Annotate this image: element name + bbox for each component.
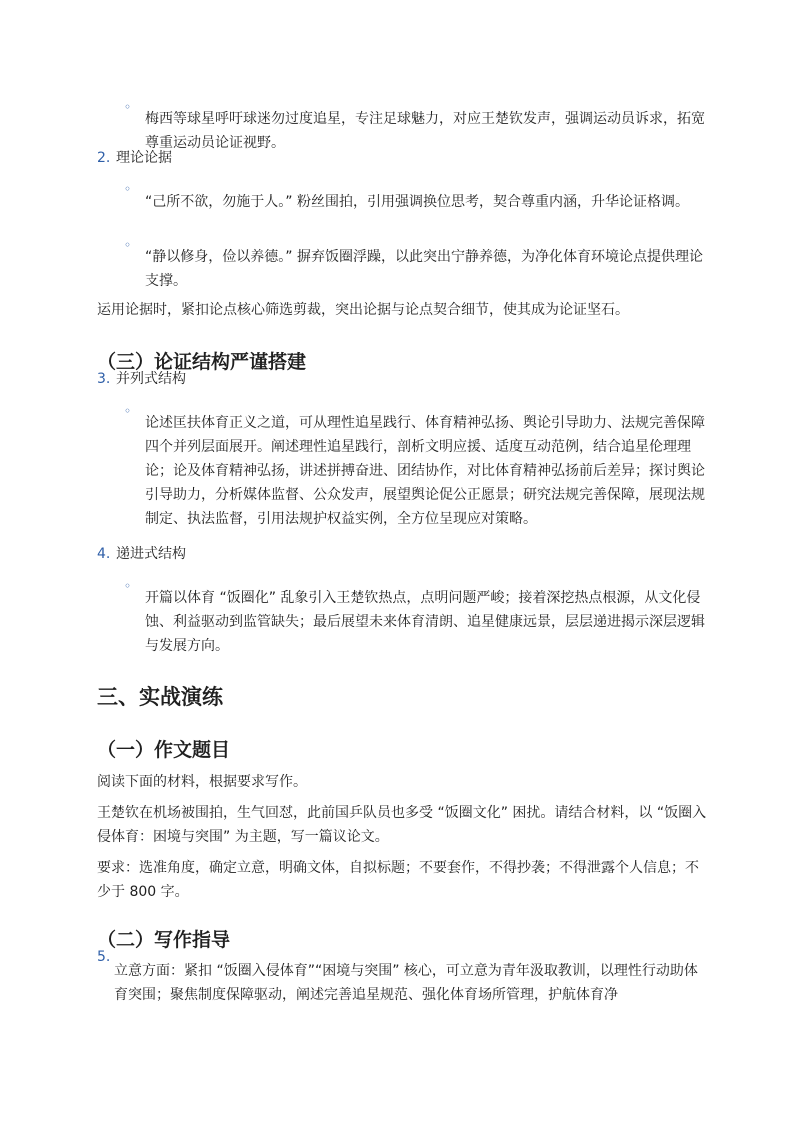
bullet-text: 开篇以体育 “饭圈化” 乱象引入王楚钦热点，点明问题严峻；接着深挖热点根源，从文化侵蚀、利益驱动到监管缺失；最后展望未来体育清朗、追星健康远景，层层递进揭示深层逻辑与发展方向。 bbox=[145, 590, 705, 654]
list-label: 递进式结构 bbox=[116, 546, 186, 562]
list-label: 并列式结构 bbox=[116, 371, 186, 387]
list-label: 理论论据 bbox=[116, 150, 172, 166]
bullet-text: 梅西等球星呼吁球迷勿过度追星，专注足球魅力，对应王楚钦发声，强调运动员诉求，拓宽尊重运动员论证视野。 bbox=[145, 111, 705, 151]
paragraph: 阅读下面的材料，根据要求写作。 bbox=[97, 774, 307, 790]
bullet-marker: ◦ bbox=[124, 238, 132, 252]
bullet-marker: ◦ bbox=[124, 182, 132, 196]
list-number: 2. bbox=[97, 150, 111, 166]
chapter-heading: 三、实战演练 bbox=[97, 685, 223, 710]
bullet-text: 论述匡扶体育正义之道，可从理性追星践行、体育精神弘扬、舆论引导助力、法规完善保障四个并列层面展开。阐述理性追星践行，剖析文明应援、适度互动范例，结合追星伦理理论；论及体育精神弘扬，讲述拼搏奋进、团结协作，对比体育精神弘扬前后差异；探讨舆论引导助力，分析媒体监督、公众发声，展望舆论促公正愿景；研究法规完善保障，展现法规制定、执法监督，引用法规护权益实例，全方位呈现应对策略。 bbox=[145, 415, 705, 527]
bullet-marker: ◦ bbox=[124, 404, 132, 418]
bullet-text: “静以修身，俭以养德。” 摒弃饭圈浮躁，以此突出宁静养德，为净化体育环境论点提供理论支撑。 bbox=[145, 249, 703, 289]
list-number: 4. bbox=[97, 546, 111, 562]
section-heading: （一）作文题目 bbox=[97, 739, 231, 761]
paragraph: 王楚钦在机场被围拍，生气回怼，此前国乒队员也多受 “饭圈文化” 困扰。请结合材料，以 “饭圈入侵体育：困境与突围” 为主题，写一篇议论文。 bbox=[97, 805, 707, 845]
list-paragraph: 立意方面：紧扣 “饭圈入侵体育”“困境与突围” 核心，可立意为青年汲取教训，以理性行动助体育突围；聚焦制度保障驱动，阐述完善追星规范、强化体育场所管理，护航体育净 bbox=[114, 963, 698, 1003]
bullet-marker: ◦ bbox=[124, 579, 132, 593]
bullet-text: “己所不欲，勿施于人。” 粉丝围拍，引用强调换位思考，契合尊重内涵，升华论证格调。 bbox=[145, 194, 689, 210]
list-number: 3. bbox=[97, 371, 111, 387]
paragraph: 要求：选准角度，确定立意，明确文体，自拟标题；不要套作，不得抄袭；不得泄露个人信息；不少于 800 字。 bbox=[97, 860, 699, 900]
section-heading: （三）论证结构严谨搭建 bbox=[97, 351, 307, 373]
list-number: 5. bbox=[97, 949, 111, 965]
paragraph: 运用论据时，紧扣论点核心筛选剪裁，突出论据与论点契合细节，使其成为论证坚石。 bbox=[97, 302, 629, 318]
bullet-marker: ◦ bbox=[124, 100, 132, 114]
section-heading: （二）写作指导 bbox=[97, 929, 231, 951]
